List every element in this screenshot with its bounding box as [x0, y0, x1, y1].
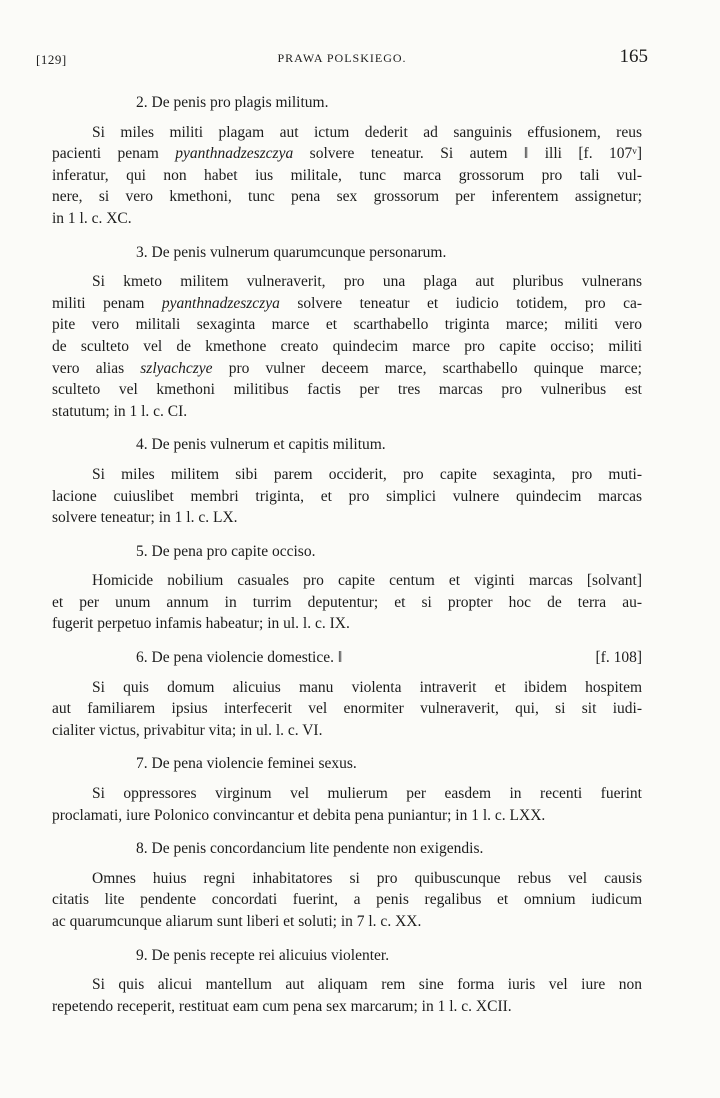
section-heading-text: 3. De penis vulnerum quarumcunque personarum. — [136, 243, 447, 261]
text-line: Homicide nobilium casuales pro capite centum et viginti marcas [solvant] — [92, 572, 642, 590]
running-header — [36, 48, 648, 72]
section-paragraph — [52, 570, 642, 635]
text-line: Si miles militem sibi parem occiderit, pro capite sexaginta, pro muti- — [92, 465, 642, 483]
section-heading — [136, 753, 642, 775]
section-paragraph — [52, 783, 642, 826]
text-line: statutum; in 1 l. c. CI. — [52, 402, 188, 420]
polish-term: szlyachczye — [140, 359, 213, 377]
text-line: Si kmeto militem vulneraverit, pro una plaga aut pluribus vulnerans — [92, 273, 642, 291]
section-7 — [52, 753, 642, 826]
section-heading — [136, 647, 642, 669]
page-body — [52, 92, 642, 1029]
section-paragraph — [52, 868, 642, 933]
folio-reference: [f. 108] — [595, 649, 642, 667]
section-6 — [52, 647, 642, 741]
text-line: Si oppressores virginum vel mulierum per easdem in recenti fuerint — [92, 785, 642, 803]
text-line: lacione cuiuslibet membri triginta, et pro simplici vulnere quindecim marcas — [52, 487, 642, 505]
section-heading-text: 9. De penis recepte rei alicuius violenter. — [136, 946, 390, 964]
text-line: militi penam pyanthnadzeszczya solvere teneatur et iudicio totidem, pro ca- — [52, 294, 642, 312]
section-heading-text: 6. De pena violencie domestice. ‖ — [136, 649, 343, 667]
text-line: Si miles militi plagam aut ictum dederit ad sanguinis effusionem, reus — [92, 123, 642, 141]
text-line: pite vero militali sexaginta marce et scarthabello triginta marce; militi vero — [52, 316, 642, 334]
polish-term: pyanthnadzeszczya — [175, 145, 294, 163]
section-paragraph — [52, 464, 642, 529]
text-line: Si quis domum alicuius manu violenta intraverit et ibidem hospitem — [92, 678, 642, 696]
section-heading — [136, 541, 642, 563]
section-heading — [136, 92, 642, 114]
section-paragraph — [52, 271, 642, 422]
section-9 — [52, 945, 642, 1018]
text-line: ac quarumcunque aliarum sunt liberi et soluti; in 7 l. c. XX. — [52, 913, 422, 930]
section-heading-text: 5. De pena pro capite occiso. — [136, 542, 316, 560]
section-8 — [52, 838, 642, 932]
text-line: nere, si vero kmethoni, tunc pena sex grossorum per inferentem assignetur; — [52, 188, 642, 206]
section-heading — [136, 838, 642, 860]
section-heading — [136, 945, 642, 967]
text-line: proclamati, iure Polonico convincantur et debita pena puniantur; in 1 l. c. LXX. — [52, 806, 546, 824]
text-line: sculteto vel kmethoni militibus factis per tres marcas pro vulneribus est — [52, 381, 642, 399]
text-line: solvere teneatur; in 1 l. c. LX. — [52, 509, 238, 527]
section-heading-text: 7. De pena violencie feminei sexus. — [136, 755, 357, 773]
text-line: Si quis alicui mantellum aut aliquam rem sine forma iuris vel iure non — [92, 976, 642, 994]
text-line: repetendo receperit, restituat eam cum pena sex marcarum; in 1 l. c. XCII. — [52, 997, 512, 1015]
text-line: Omnes huius regni inhabitatores si pro quibuscunque rebus vel causis — [92, 869, 642, 887]
section-2 — [52, 92, 642, 230]
text-line: vero alias szlyachczye pro vulner deceem marce, scarthabello quinque marce; — [52, 359, 642, 377]
running-title: PRAWA POLSKIEGO. — [277, 51, 407, 65]
page-number: 165 — [619, 46, 648, 67]
text-line: citatis lite pendente concordati fuerint, a penis regalibus et omnium iudicum — [52, 891, 642, 909]
section-paragraph — [52, 122, 642, 230]
polish-term: pyanthnadzeszczya — [161, 294, 280, 312]
section-heading-text: 2. De penis pro plagis militum. — [136, 94, 329, 111]
section-paragraph — [52, 974, 642, 1017]
text-line: inferatur, qui non habet ius militale, tunc marca grossorum pro tali vul- — [52, 166, 642, 184]
folio-number: [129] — [36, 52, 67, 67]
text-line: cialiter victus, privabitur vita; in ul. l. c. VI. — [52, 721, 323, 739]
section-heading — [136, 242, 642, 264]
section-heading-text: 8. De penis concordancium lite pendente non exigendis. — [136, 840, 484, 858]
section-paragraph — [52, 677, 642, 742]
text-line: et per unum annum in turrim deputentur; et si propter hoc de terra au- — [52, 593, 642, 611]
section-4 — [52, 434, 642, 528]
text-line: aut familiarem ipsius interfecerit vel enormiter vulneraverit, qui, si sit iudi- — [52, 700, 642, 718]
text-line: pacienti penam pyanthnadzeszczya solvere teneatur. Si autem ‖ illi [f. 107ᵛ] — [52, 145, 642, 163]
section-3 — [52, 242, 642, 423]
section-heading — [136, 434, 642, 456]
text-line: fugerit perpetuo infamis habeatur; in ul. l. c. IX. — [52, 615, 350, 633]
section-5 — [52, 541, 642, 635]
text-line: de sculteto vel de kmethone creato quindecim marce pro capite occiso; militi — [52, 337, 642, 355]
text-line: in 1 l. c. XC. — [52, 209, 132, 227]
section-heading-text: 4. De penis vulnerum et capitis militum. — [136, 436, 386, 454]
